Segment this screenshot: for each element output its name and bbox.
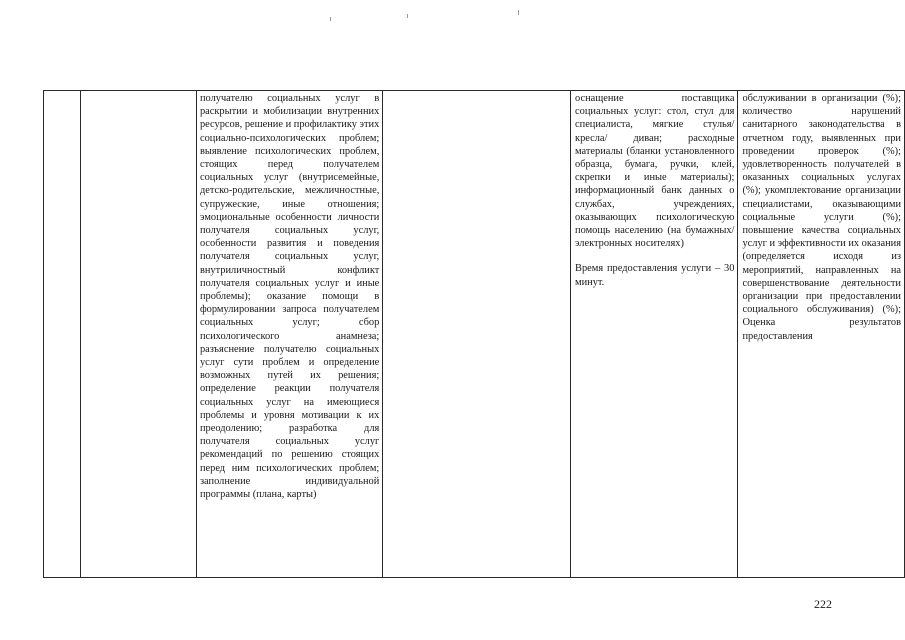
page-number: 222 [814,597,832,611]
service-description-cell [196,91,382,578]
service-description-text: получателю социальных услуг в раскрытии и мобилизации внутренних ресурсов, решение и профилактику этих социально-психологических проблем; выявление психологических проблем, стоящих перед получателем социальных услуг (внутрисемейные, детско-родительские, межличностные, супружеские, иные отношения; эмоциональные особенности личности получателя социальных услуг, особенности развития и поведения получателя социальных услуг, внутриличностный конфликт получателя социальных услуг и иные проблемы); оказание помощи в формулировании запроса получателем социальных услуг; сбор психологического анамнеза; разъяснение получателю социальных услуг сути проблем и определение возможных путей их решения; определение реакции получателя социальных услуг на имеющиеся проблемы и уровня мотивации к их преодолению; разработка для получателя социальных услуг рекомендаций по решению стоящих перед ним психологических проблем; заполнение индивидуальной программы (плана, карты) [199,93,380,501]
number-cell [44,91,81,578]
table-row [44,91,905,578]
empty-cell [383,91,571,578]
quality-indicators-cell [738,91,905,578]
conditions-text: оснащение поставщика социальных услуг: стол, стул для специалиста, мягкие стулья/ кресла/ диван; расходные материалы (бланки установленного образца, бумага, ручки, клей, скрепки и иные материалы); информационный банк данных о службах, учреждениях, оказывающих психологическую помощь населению (на бумажных/электронных носителях) [575,93,735,250]
service-name-cell [80,91,196,578]
service-time-text: Время предоставления услуги – 30 минут. [575,263,735,288]
services-table [43,90,905,578]
conditions-cell [571,91,738,578]
quality-indicators-text: обслуживании в организации (%); количество нарушений санитарного законодательства в отчетном году, выявленных при проведении проверок (%); удовлетворенность получателей в оказанных социальных услугах (%); укомплектование организации специалистами, оказывающими социальные услуги (%); повышение качества социальных услуг и эффективности их оказания (определяется исходя из мероприятий, направленных на совершенствование деятельности организации при предоставлении социального обслуживания) (%); Оценка результатов предоставления [742,93,901,342]
